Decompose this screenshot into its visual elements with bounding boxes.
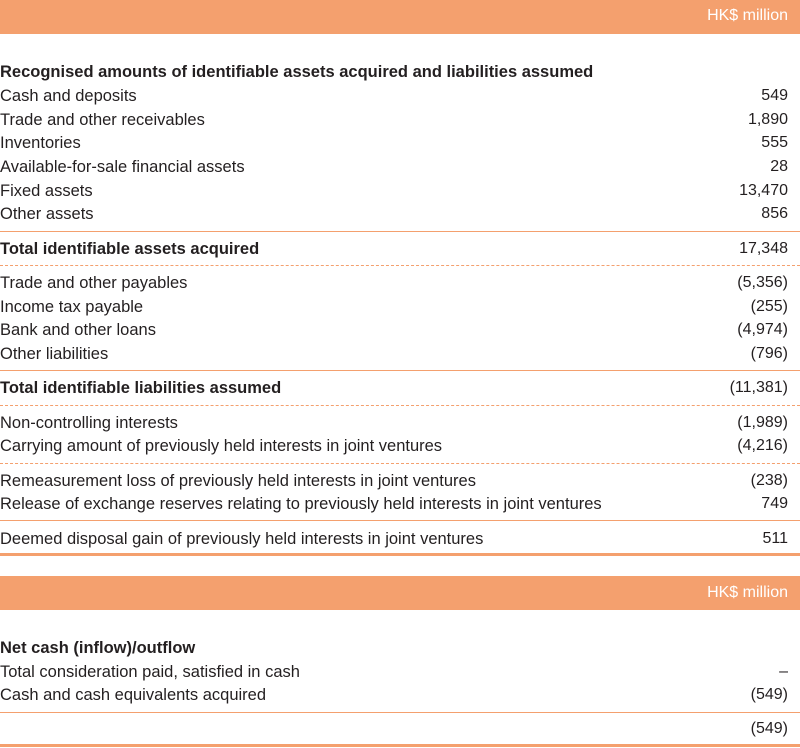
asset-row: [0, 131, 800, 155]
nci-row: [0, 411, 800, 435]
row-value: 13,470: [739, 182, 788, 199]
row-label: Fixed assets: [0, 182, 93, 200]
nci-row: [0, 434, 800, 458]
row-label: Total identifiable assets acquired: [0, 240, 260, 258]
asset-row: [0, 179, 800, 203]
divider: [0, 712, 800, 713]
table2-bottom-rule: [0, 744, 800, 747]
row-label: Release of exchange reserves relating to previously held interests in joint ventures: [0, 495, 602, 513]
row-label: Deemed disposal gain of previously held interests in joint ventures: [0, 530, 484, 548]
total-assets-row: [0, 237, 800, 261]
row-value: (549): [750, 720, 788, 737]
row-value: (1,989): [737, 414, 788, 431]
row-value: 549: [761, 87, 788, 104]
row-label: Bank and other loans: [0, 321, 156, 339]
asset-row: [0, 202, 800, 226]
row-value: 749: [761, 495, 788, 512]
row-value: 17,348: [739, 240, 788, 257]
row-value: (796): [750, 345, 788, 362]
table1-unit-label: HK$ million: [707, 7, 788, 24]
asset-row: [0, 155, 800, 179]
row-value: (255): [750, 298, 788, 315]
row-label: Cash and cash equivalents acquired: [0, 686, 267, 704]
row-value: (238): [750, 472, 788, 489]
row-label: Remeasurement loss of previously held interests in joint ventures: [0, 472, 476, 490]
table1-section-heading: Recognised amounts of identifiable assets acquired and liabilities assumed: [0, 63, 594, 81]
table2-section-heading: Net cash (inflow)/outflow: [0, 639, 196, 657]
liability-row: [0, 295, 800, 319]
row-value: –: [779, 663, 788, 680]
row-value: (4,216): [737, 437, 788, 454]
table1-bottom-rule: [0, 553, 800, 556]
dashed-divider: [0, 265, 800, 266]
net-cash-total-row: [0, 717, 800, 741]
row-label: Trade and other payables: [0, 274, 188, 292]
table2-unit-label: HK$ million: [707, 584, 788, 601]
liability-row: [0, 342, 800, 366]
total-liabilities-row: [0, 376, 800, 400]
row-label: Other assets: [0, 205, 94, 223]
dashed-divider: [0, 405, 800, 406]
row-label: Cash and deposits: [0, 87, 137, 105]
row-value: 856: [761, 205, 788, 222]
table2-header-band: [0, 576, 800, 610]
dashed-divider: [0, 463, 800, 464]
divider: [0, 370, 800, 371]
row-label: Income tax payable: [0, 298, 144, 316]
row-value: (11,381): [729, 379, 788, 396]
row-value: (549): [750, 686, 788, 703]
divider: [0, 520, 800, 521]
liability-row: [0, 318, 800, 342]
row-label: Other liabilities: [0, 345, 109, 363]
table1-header-band: [0, 0, 800, 34]
row-value: (4,974): [737, 321, 788, 338]
asset-row: [0, 108, 800, 132]
divider: [0, 231, 800, 232]
row-label: Inventories: [0, 134, 81, 152]
row-label: Available-for-sale financial assets: [0, 158, 245, 176]
row-value: 555: [761, 134, 788, 151]
liability-row: [0, 271, 800, 295]
row-label: Total identifiable liabilities assumed: [0, 379, 282, 397]
cash-flow-row: [0, 683, 800, 707]
row-label: Total consideration paid, satisfied in cash: [0, 663, 300, 681]
row-label: Carrying amount of previously held interests in joint ventures: [0, 437, 443, 455]
cash-flow-row: [0, 660, 800, 684]
row-value: 511: [762, 530, 788, 547]
asset-row: [0, 84, 800, 108]
remeasurement-row: [0, 469, 800, 493]
remeasurement-row: [0, 492, 800, 516]
row-value: 1,890: [747, 111, 788, 128]
row-value: 28: [770, 158, 788, 175]
row-label: Non-controlling interests: [0, 414, 178, 432]
row-label: Trade and other receivables: [0, 111, 205, 129]
gain-row: [0, 527, 800, 551]
row-value: (5,356): [737, 274, 788, 291]
